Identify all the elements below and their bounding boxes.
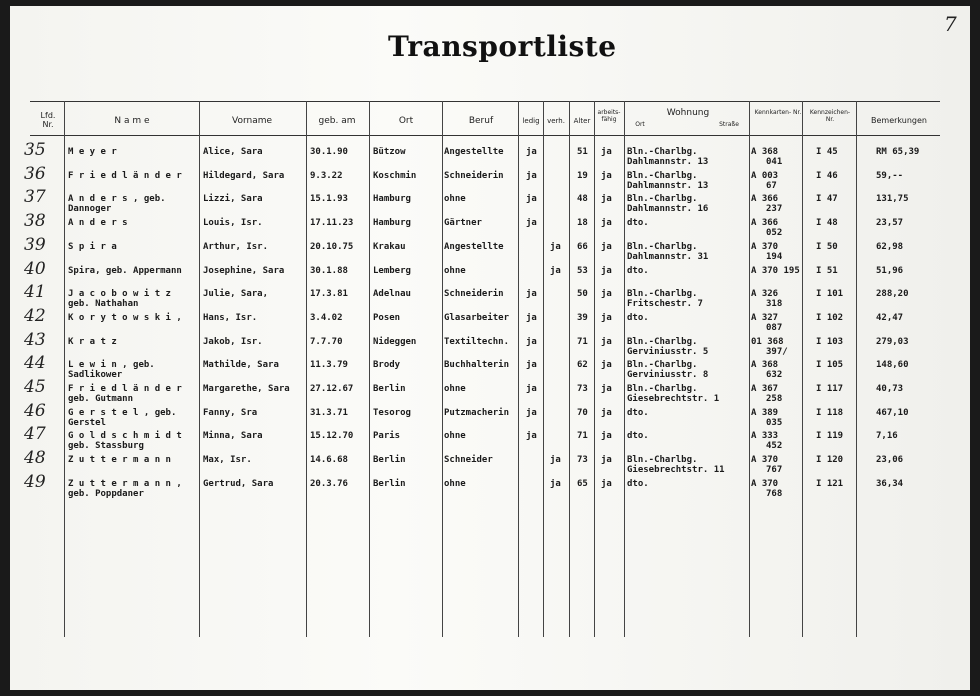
cell-alter: 50	[577, 289, 588, 300]
cell-vorname: Minna, Sara	[203, 431, 263, 442]
cell-wohnung2: Giesebrechtstr. 11	[627, 465, 725, 476]
cell-kennzeichen: I 47	[816, 194, 838, 205]
cell-bemerk: RM 65,39	[876, 147, 920, 157]
column-rule	[594, 101, 595, 637]
cell-ledig: ja	[526, 384, 537, 394]
cell-kennkarte: A 366	[751, 194, 779, 205]
cell-kennkarte: A 326	[751, 289, 779, 300]
cell-wohnung: Bln.-Charlbg.	[627, 360, 698, 371]
cell-kennkarte2: 318	[766, 299, 783, 310]
cell-kennkarte: 01 368	[751, 336, 784, 347]
cell-bemerk: 288,20	[876, 289, 909, 300]
cell-kennkarte2: 041	[766, 157, 783, 167]
cell-arb: ja	[601, 312, 612, 323]
cell-geb: 27.12.67	[310, 384, 354, 394]
cell-beruf: Angestellte	[444, 147, 504, 157]
cell-ledig: ja	[526, 289, 537, 300]
row-number: 45	[24, 377, 46, 397]
cell-verh: ja	[550, 241, 561, 252]
cell-arb: ja	[601, 218, 612, 229]
column-rule	[199, 101, 200, 637]
cell-name: Spira, geb. Appermann	[68, 265, 182, 276]
cell-arb: ja	[601, 241, 612, 252]
cell-wohnung2: Dahlmannstr. 31	[627, 251, 709, 262]
cell-vorname: Alice, Sara	[203, 147, 263, 157]
row-number: 39	[24, 234, 46, 255]
cell-kennkarte2: 035	[766, 417, 783, 428]
cell-kennkarte: A 368	[751, 360, 779, 371]
cell-vorname: Arthur, Isr.	[203, 241, 269, 252]
header-bottom-rule	[30, 135, 940, 136]
cell-name: A n d e r s	[68, 218, 128, 229]
cell-verh: ja	[550, 455, 561, 466]
cell-wohnung2: Dahlmannstr. 13	[627, 180, 709, 191]
cell-alter: 73	[577, 384, 588, 394]
header-kennkarten-nr: Kennkarten- Nr.	[754, 109, 802, 116]
cell-name2: Gerstel	[68, 417, 106, 428]
row-number: 43	[24, 329, 46, 350]
column-rule	[64, 101, 65, 637]
cell-bemerk: 23,57	[876, 218, 904, 229]
cell-bemerk: 36,34	[876, 478, 904, 489]
cell-geb: 3.4.02	[310, 312, 343, 323]
cell-geb: 15.12.70	[310, 431, 354, 442]
cell-kennkarte2: 67	[766, 180, 777, 191]
column-rule	[518, 101, 519, 637]
cell-beruf: Putzmacherin	[444, 407, 510, 418]
cell-name: M e y e r	[68, 147, 117, 157]
cell-kennkarte: A 389	[751, 407, 779, 418]
column-rule	[856, 101, 857, 637]
cell-kennkarte: A 003	[751, 170, 779, 181]
cell-geb: 20.3.76	[310, 478, 348, 489]
cell-alter: 53	[577, 265, 588, 276]
cell-wohnung: dto.	[627, 218, 649, 229]
cell-kennzeichen: I 45	[816, 147, 838, 157]
header-arbeitsfaehig: arbeits- fähig	[597, 109, 621, 123]
cell-geb: 14.6.68	[310, 455, 348, 466]
cell-alter: 70	[577, 407, 588, 418]
cell-kennkarte: A 370	[751, 241, 779, 252]
cell-alter: 51	[577, 147, 588, 157]
cell-ledig: ja	[526, 407, 537, 418]
cell-bemerk: 467,10	[876, 407, 909, 418]
header-lfd-nr: Lfd. Nr.	[40, 111, 56, 129]
cell-name2: Sadlikower	[68, 370, 123, 381]
cell-kennkarte: A 367	[751, 384, 779, 394]
cell-kennzeichen: I 121	[816, 478, 844, 489]
row-number: 46	[24, 400, 46, 421]
cell-arb: ja	[601, 431, 612, 442]
cell-ledig: ja	[526, 360, 537, 371]
cell-name2: Dannoger	[68, 204, 112, 215]
cell-bemerk: 40,73	[876, 384, 904, 394]
cell-bemerk: 23,06	[876, 455, 904, 466]
cell-wohnung: Bln.-Charlbg.	[627, 147, 698, 157]
cell-name: L e w i n , geb.	[68, 360, 155, 371]
cell-kennkarte2: 194	[766, 251, 783, 262]
cell-ort: Berlin	[373, 384, 406, 394]
cell-alter: 71	[577, 431, 588, 442]
cell-vorname: Mathilde, Sara	[203, 360, 279, 371]
cell-ledig: ja	[526, 170, 537, 181]
cell-ledig: ja	[526, 147, 537, 157]
cell-name: Z u t t e r m a n n	[68, 455, 171, 466]
row-number: 35	[24, 140, 46, 160]
cell-kennkarte2: 237	[766, 204, 783, 215]
cell-beruf: ohne	[444, 194, 466, 205]
cell-bemerk: 279,03	[876, 336, 909, 347]
header-name: N a m e	[114, 116, 150, 126]
cell-geb: 9.3.22	[310, 170, 343, 181]
cell-wohnung: dto.	[627, 431, 649, 442]
cell-bemerk: 7,16	[876, 431, 898, 442]
cell-wohnung: dto.	[627, 265, 649, 276]
cell-wohnung: Bln.-Charlbg.	[627, 455, 698, 466]
cell-bemerk: 131,75	[876, 194, 909, 205]
cell-ort: Koschmin	[373, 170, 417, 181]
cell-arb: ja	[601, 289, 612, 300]
cell-geb: 31.3.71	[310, 407, 348, 418]
cell-ort: Bützow	[373, 147, 406, 157]
row-number: 44	[24, 353, 46, 374]
cell-alter: 71	[577, 336, 588, 347]
cell-alter: 39	[577, 312, 588, 323]
cell-name: G o l d s c h m i d t	[68, 431, 182, 442]
header-kennzeichen-nr: Kennzeichen- Nr.	[809, 109, 851, 123]
cell-wohnung: dto.	[627, 407, 649, 418]
header-wohnung: Wohnung	[666, 108, 710, 118]
cell-alter: 18	[577, 218, 588, 229]
header-wohnung-strasse: Straße	[719, 121, 739, 128]
cell-name: Z u t t e r m a n n ,	[68, 478, 182, 489]
cell-ort: Berlin	[373, 478, 406, 489]
cell-kennzeichen: I 101	[816, 289, 844, 300]
cell-beruf: Buchhalterin	[444, 360, 510, 371]
cell-kennzeichen: I 50	[816, 241, 838, 252]
cell-verh: ja	[550, 478, 561, 489]
cell-geb: 7.7.70	[310, 336, 343, 347]
cell-bemerk: 51,96	[876, 265, 904, 276]
page-number: 7	[944, 12, 957, 36]
cell-beruf: Glasarbeiter	[444, 312, 510, 323]
cell-geb: 30.1.90	[310, 147, 348, 157]
cell-ort: Brody	[373, 360, 401, 371]
cell-vorname: Lizzi, Sara	[203, 194, 263, 205]
cell-vorname: Gertrud, Sara	[203, 478, 274, 489]
cell-name2: geb. Nathahan	[68, 299, 139, 310]
header-verh: verh.	[547, 117, 565, 125]
cell-kennzeichen: I 120	[816, 455, 844, 466]
cell-ledig: ja	[526, 431, 537, 442]
cell-geb: 20.10.75	[310, 241, 354, 252]
cell-ort: Adelnau	[373, 289, 411, 300]
cell-beruf: Textiltechn.	[444, 336, 510, 347]
cell-bemerk: 62,98	[876, 241, 904, 252]
cell-arb: ja	[601, 384, 612, 394]
cell-beruf: Schneiderin	[444, 170, 504, 181]
cell-ort: Berlin	[373, 455, 406, 466]
cell-wohnung2: Dahlmannstr. 16	[627, 204, 709, 215]
cell-wohnung2: Giesebrechtstr. 1	[627, 394, 720, 404]
cell-vorname: Max, Isr.	[203, 455, 252, 466]
row-number: 49	[24, 471, 46, 492]
row-number: 48	[24, 448, 46, 469]
cell-vorname: Jakob, Isr.	[203, 336, 263, 347]
cell-kennkarte: A 370	[751, 478, 779, 489]
cell-kennzeichen: I 117	[816, 384, 844, 394]
cell-ort: Hamburg	[373, 194, 411, 205]
cell-vorname: Hans, Isr.	[203, 312, 258, 323]
cell-ledig: ja	[526, 218, 537, 229]
cell-ort: Lemberg	[373, 265, 411, 276]
cell-kennzeichen: I 46	[816, 170, 838, 181]
cell-ort: Krakau	[373, 241, 406, 252]
cell-alter: 62	[577, 360, 588, 371]
document-title: Transportliste	[388, 30, 617, 63]
cell-wohnung: Bln.-Charlbg.	[627, 384, 698, 394]
header-bemerkungen: Bemerkungen	[870, 116, 927, 125]
cell-name: G e r s t e l , geb.	[68, 407, 177, 418]
cell-kennzeichen: I 51	[816, 265, 838, 276]
cell-vorname: Josephine, Sara	[203, 265, 285, 276]
cell-kennkarte: A 370	[751, 455, 779, 466]
column-rule	[369, 101, 370, 637]
cell-ledig: ja	[526, 312, 537, 323]
cell-name2: geb. Stassburg	[68, 441, 144, 452]
cell-vorname: Julie, Sara,	[203, 289, 269, 300]
cell-name: K o r y t o w s k i ,	[68, 312, 182, 323]
header-wohnung-ort: Ort	[635, 121, 645, 128]
cell-kennkarte2: 052	[766, 228, 783, 239]
cell-alter: 19	[577, 170, 588, 181]
cell-wohnung2: Fritschestr. 7	[627, 299, 703, 310]
cell-kennzeichen: I 119	[816, 431, 844, 442]
cell-wohnung2: Dahlmannstr. 13	[627, 157, 709, 167]
cell-kennkarte2: 452	[766, 441, 783, 452]
column-rule	[802, 101, 803, 637]
cell-beruf: ohne	[444, 478, 466, 489]
column-rule	[569, 101, 570, 637]
cell-kennkarte2: 767	[766, 465, 783, 476]
cell-kennzeichen: I 118	[816, 407, 844, 418]
cell-wohnung: dto.	[627, 478, 649, 489]
cell-name2: geb. Poppdaner	[68, 488, 144, 499]
header-geb-am: geb. am	[318, 116, 356, 126]
cell-alter: 66	[577, 241, 588, 252]
cell-name: J a c o b o w i t z	[68, 289, 171, 300]
cell-ort: Paris	[373, 431, 401, 442]
column-rule	[624, 101, 625, 637]
header-ort: Ort	[398, 116, 414, 126]
cell-kennkarte2: 632	[766, 370, 783, 381]
row-number: 37	[24, 187, 46, 208]
cell-ort: Tesorog	[373, 407, 411, 418]
cell-bemerk: 59,--	[876, 170, 904, 181]
row-number: 47	[24, 424, 46, 445]
cell-geb: 17.3.81	[310, 289, 348, 300]
cell-arb: ja	[601, 478, 612, 489]
cell-alter: 73	[577, 455, 588, 466]
cell-wohnung: Bln.-Charlbg.	[627, 194, 698, 205]
header-vorname: Vorname	[231, 116, 273, 126]
header-ledig: ledig	[522, 117, 540, 125]
cell-name: F r i e d l ä n d e r	[68, 384, 182, 394]
row-number: 40	[24, 258, 46, 279]
cell-kennzeichen: I 103	[816, 336, 844, 347]
cell-name: F r i e d l ä n d e r	[68, 170, 182, 181]
cell-kennzeichen: I 105	[816, 360, 844, 371]
header-top-rule	[30, 101, 940, 102]
cell-ort: Posen	[373, 312, 401, 323]
cell-wohnung: Bln.-Charlbg.	[627, 336, 698, 347]
cell-geb: 30.1.88	[310, 265, 348, 276]
cell-arb: ja	[601, 265, 612, 276]
cell-name2: geb. Gutmann	[68, 394, 134, 404]
cell-beruf: Gärtner	[444, 218, 482, 229]
cell-ledig: ja	[526, 336, 537, 347]
cell-kennzeichen: I 102	[816, 312, 844, 323]
cell-wohnung2: Gerviniusstr. 8	[627, 370, 709, 381]
cell-alter: 65	[577, 478, 588, 489]
cell-wohnung: dto.	[627, 312, 649, 323]
cell-beruf: Schneider	[444, 455, 493, 466]
cell-bemerk: 42,47	[876, 312, 904, 323]
cell-arb: ja	[601, 170, 612, 181]
cell-geb: 15.1.93	[310, 194, 348, 205]
header-beruf: Beruf	[468, 116, 494, 126]
cell-kennkarte: A 366	[751, 218, 779, 229]
cell-geb: 11.3.79	[310, 360, 348, 371]
cell-ort: Hamburg	[373, 218, 411, 229]
cell-arb: ja	[601, 455, 612, 466]
row-number: 36	[24, 163, 46, 184]
cell-alter: 48	[577, 194, 588, 205]
cell-vorname: Fanny, Sra	[203, 407, 258, 418]
cell-ledig: ja	[526, 194, 537, 205]
cell-arb: ja	[601, 147, 612, 157]
cell-beruf: ohne	[444, 431, 466, 442]
row-number: 42	[24, 305, 46, 326]
cell-kennkarte: A 370 195	[751, 265, 800, 276]
cell-kennkarte: A 327	[751, 312, 779, 323]
cell-beruf: ohne	[444, 265, 466, 276]
header-alter: Alter	[573, 117, 591, 125]
cell-kennkarte: A 368	[751, 147, 779, 157]
cell-beruf: Angestellte	[444, 241, 504, 252]
row-number: 38	[24, 211, 46, 232]
cell-wohnung2: Gerviniusstr. 5	[627, 346, 709, 357]
cell-arb: ja	[601, 407, 612, 418]
cell-kennkarte2: 397/	[766, 346, 788, 357]
cell-arb: ja	[601, 194, 612, 205]
column-rule	[442, 101, 443, 637]
cell-ort: Nideggen	[373, 336, 417, 347]
cell-geb: 17.11.23	[310, 218, 354, 229]
cell-bemerk: 148,60	[876, 360, 909, 371]
column-rule	[543, 101, 544, 637]
cell-kennkarte2: 258	[766, 394, 783, 404]
cell-kennkarte2: 087	[766, 322, 783, 333]
cell-wohnung: Bln.-Charlbg.	[627, 241, 698, 252]
cell-kennkarte2: 768	[766, 488, 783, 499]
row-number: 41	[24, 282, 46, 303]
cell-vorname: Louis, Isr.	[203, 218, 263, 229]
cell-vorname: Margarethe, Sara	[203, 384, 290, 394]
cell-vorname: Hildegard, Sara	[203, 170, 285, 181]
cell-kennzeichen: I 48	[816, 218, 838, 229]
cell-beruf: Schneiderin	[444, 289, 504, 300]
cell-verh: ja	[550, 265, 561, 276]
cell-arb: ja	[601, 360, 612, 371]
cell-name: K r a t z	[68, 336, 117, 347]
cell-wohnung: Bln.-Charlbg.	[627, 170, 698, 181]
column-rule	[306, 101, 307, 637]
cell-arb: ja	[601, 336, 612, 347]
column-rule	[749, 101, 750, 637]
cell-kennkarte: A 333	[751, 431, 779, 442]
cell-name: S p i r a	[68, 241, 117, 252]
cell-wohnung: Bln.-Charlbg.	[627, 289, 698, 300]
cell-beruf: ohne	[444, 384, 466, 394]
cell-name: A n d e r s , geb.	[68, 194, 166, 205]
